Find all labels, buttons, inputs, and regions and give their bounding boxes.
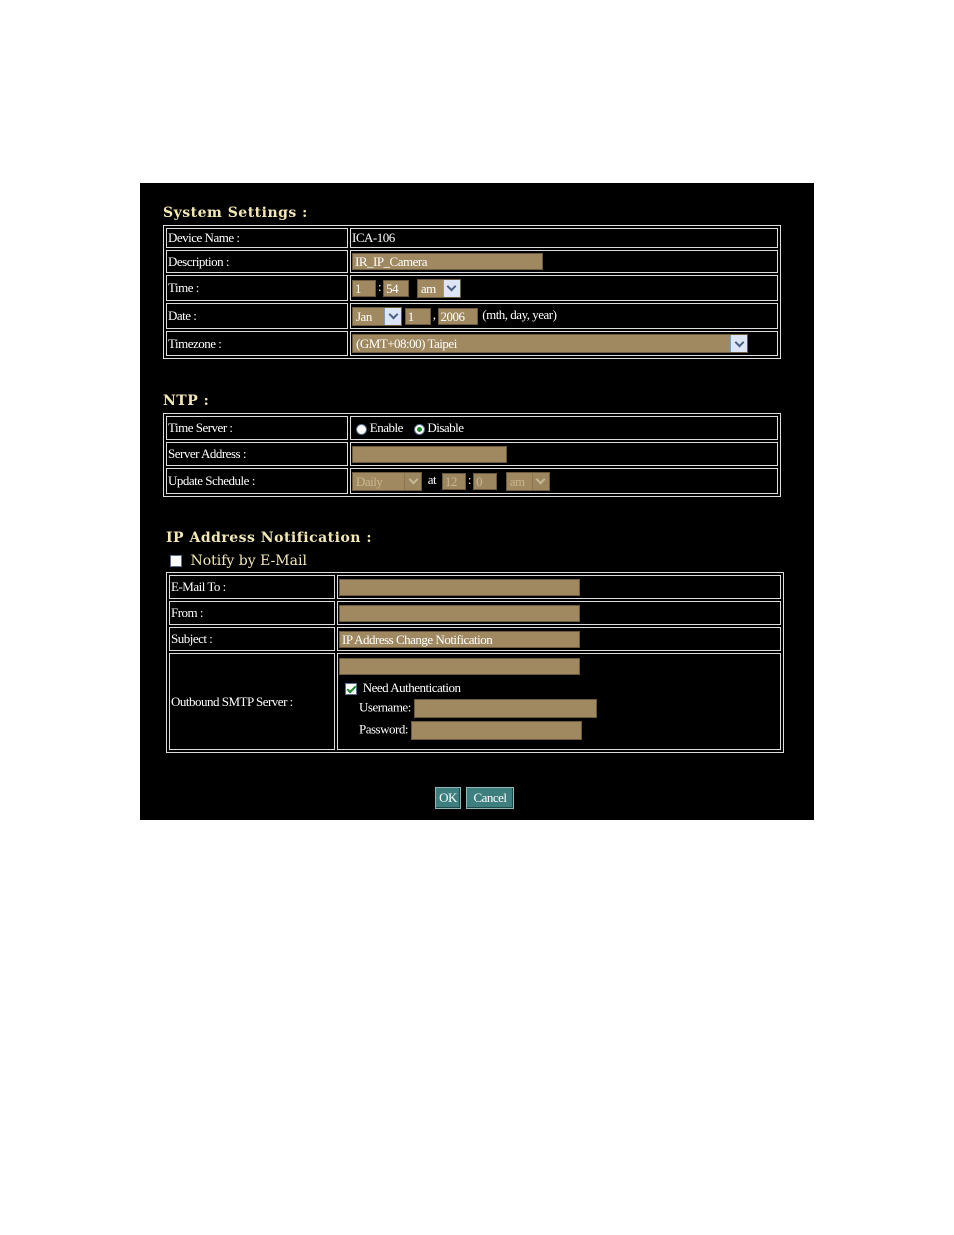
description-input[interactable]: IR_IP_Camera xyxy=(352,253,543,270)
subject-input[interactable]: IP Address Change Notification xyxy=(339,631,580,648)
date-format-hint: (mth, day, year) xyxy=(482,306,557,322)
device-name-label: Device Name : xyxy=(166,228,348,248)
cancel-button[interactable]: Cancel xyxy=(466,787,514,809)
time-server-label: Time Server : xyxy=(166,416,348,440)
schedule-ampm-value: am xyxy=(509,473,525,489)
system-settings-table xyxy=(163,225,781,359)
subject-label: Subject : xyxy=(169,627,335,651)
notify-email-label: Notify by E-Mail xyxy=(190,553,307,569)
ip-notification-title: IP Address Notification : xyxy=(166,530,373,546)
chevron-down-icon xyxy=(384,308,401,325)
timezone-value: (GMT+08:00) Taipei xyxy=(356,336,457,351)
date-year-input[interactable]: 2006 xyxy=(438,308,478,325)
time-label: Time : xyxy=(166,275,348,301)
password-label: Password: xyxy=(359,721,408,736)
system-settings-title: System Settings : xyxy=(163,205,308,221)
schedule-separator: : xyxy=(467,471,472,487)
update-schedule-label: Update Schedule : xyxy=(166,468,348,494)
notify-email-checkbox[interactable] xyxy=(170,555,182,567)
timezone-label: Timezone : xyxy=(166,331,348,356)
time-minute-input[interactable]: 54 xyxy=(383,280,409,297)
smtp-server-label: Outbound SMTP Server : xyxy=(169,653,335,750)
ntp-enable-option[interactable] xyxy=(356,420,403,435)
chevron-down-icon xyxy=(443,280,460,297)
time-separator: : xyxy=(378,278,382,294)
chevron-down-icon xyxy=(532,473,549,490)
date-separator: , xyxy=(432,306,436,322)
at-label: at xyxy=(427,471,437,487)
username-label: Username: xyxy=(359,699,411,714)
username-input[interactable] xyxy=(414,699,597,718)
server-address-label: Server Address : xyxy=(166,442,348,466)
ok-button[interactable]: OK xyxy=(435,787,461,809)
need-auth-checkbox[interactable] xyxy=(345,683,357,695)
time-ampm-select[interactable] xyxy=(417,279,461,298)
enable-label: Enable xyxy=(369,420,403,435)
description-label: Description : xyxy=(166,250,348,273)
need-auth-label: Need Authentication xyxy=(362,679,461,695)
disable-label: Disable xyxy=(427,420,464,435)
date-month-select[interactable] xyxy=(352,307,402,326)
email-to-input[interactable] xyxy=(339,579,580,596)
settings-panel xyxy=(140,183,814,820)
enable-radio[interactable] xyxy=(356,424,367,435)
timezone-select[interactable] xyxy=(352,334,748,353)
need-auth-option[interactable] xyxy=(345,680,779,696)
schedule-frequency-select[interactable] xyxy=(352,472,422,491)
date-day-input[interactable]: 1 xyxy=(405,308,431,325)
ntp-title: NTP : xyxy=(163,393,210,409)
schedule-ampm-select[interactable] xyxy=(506,472,550,491)
from-input[interactable] xyxy=(339,605,580,622)
password-input[interactable] xyxy=(411,721,582,740)
notify-email-option[interactable] xyxy=(170,553,307,569)
smtp-server-input[interactable] xyxy=(339,658,580,675)
schedule-minute-input[interactable]: 0 xyxy=(473,473,497,490)
email-to-label: E-Mail To : xyxy=(169,575,335,599)
schedule-frequency-value: Daily xyxy=(356,473,383,489)
notification-table xyxy=(166,572,784,753)
ntp-table xyxy=(163,413,781,497)
server-address-input[interactable] xyxy=(352,446,507,463)
time-hour-input[interactable]: 1 xyxy=(352,280,376,297)
chevron-down-icon xyxy=(730,335,747,352)
time-ampm-value: am xyxy=(420,280,436,296)
ntp-disable-option[interactable] xyxy=(414,420,464,435)
schedule-hour-input[interactable]: 12 xyxy=(442,473,466,490)
date-label: Date : xyxy=(166,303,348,329)
device-name-value: ICA-106 xyxy=(350,228,778,248)
from-label: From : xyxy=(169,601,335,625)
chevron-down-icon xyxy=(404,473,421,490)
disable-radio[interactable] xyxy=(414,424,425,435)
date-month-value: Jan xyxy=(356,308,372,324)
